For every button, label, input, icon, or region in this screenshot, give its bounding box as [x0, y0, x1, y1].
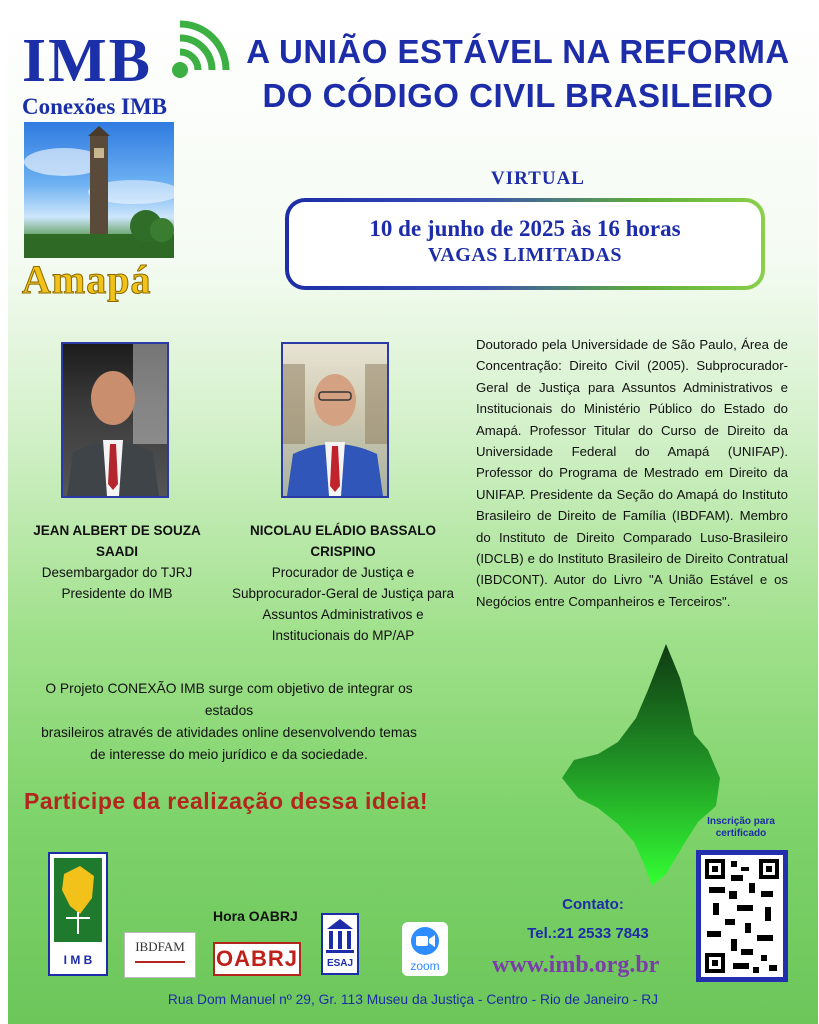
esaj-label: ESAJ: [326, 958, 354, 969]
amapa-label: Amapá: [22, 257, 152, 302]
ibdfam-underline: [135, 961, 185, 963]
title-line-2: DO CÓDIGO CIVIL BRASILEIRO: [262, 77, 774, 114]
event-date: 10 de junho de 2025 às 16 horas: [369, 216, 681, 241]
contact-website-link[interactable]: www.imb.org.br: [492, 952, 660, 978]
imb-logo-text: IMB: [22, 27, 152, 95]
speaker-2-name: NICOLAU ELÁDIO BASSALO CRISPINO: [249, 523, 436, 559]
speaker-2-photo: [281, 342, 389, 498]
speaker-2-info: [222, 520, 464, 646]
obelisk-image: [24, 122, 174, 258]
projeto-line-2: brasileiros através de atividades online desenvolvendo temas: [41, 725, 417, 740]
speaker-1-info: [14, 520, 220, 604]
esaj-logo: [321, 913, 359, 975]
wifi-signal-icon: [166, 14, 236, 84]
address-footer: Rua Dom Manuel nº 29, Gr. 113 Museu da Justiça - Centro - Rio de Janeiro - RJ: [167, 992, 659, 1007]
hora-oabrj-label: Hora OABRJ: [213, 908, 298, 924]
conexoes-label: Conexões IMB: [22, 94, 168, 119]
projeto-line-1: O Projeto CONEXÃO IMB surge com objetivo de integrar os estados: [45, 681, 413, 718]
speaker-2-role-4: Institucionais do MP/AP: [271, 628, 415, 643]
participe-slogan: Participe da realização dessa ideia!: [24, 788, 429, 814]
projeto-line-3: de interesse do meio jurídico e da sociedade.: [90, 747, 368, 762]
monument-photo: [24, 122, 174, 258]
speaker-2-role-2: Subprocurador-Geral de Justiça para: [231, 586, 455, 601]
speaker-2-portrait: [283, 344, 387, 496]
qr-code-frame[interactable]: [696, 850, 788, 982]
speaker-2-role-3: Assuntos Administrativos e: [262, 607, 424, 622]
date-box: [285, 198, 765, 290]
imb-small-label: I M B: [63, 953, 93, 967]
ibdfam-label: IBDFAM: [135, 939, 185, 954]
event-poster: [8, 8, 818, 1024]
projeto-description: [24, 678, 434, 766]
speaker-1-portrait: [63, 344, 167, 496]
speaker-2-role-1: Procurador de Justiça e: [271, 565, 415, 580]
imb-brazil-logo: [48, 852, 108, 976]
date-box-inner: [289, 202, 761, 286]
zoom-logo: [402, 922, 448, 976]
contact-phone[interactable]: Tel.:21 2533 7843: [527, 925, 649, 942]
zoom-camera-icon: [408, 926, 442, 956]
event-title: [238, 30, 798, 118]
vagas-limitadas: VAGAS LIMITADAS: [427, 244, 623, 266]
ibdfam-logo: [124, 932, 196, 978]
contact-label: Contato:: [562, 896, 624, 913]
inscricao-label: Inscrição para certificado: [707, 816, 775, 839]
event-mode: VIRTUAL: [491, 168, 585, 189]
title-line-1: A UNIÃO ESTÁVEL NA REFORMA: [246, 33, 790, 70]
speaker-1-name: JEAN ALBERT DE SOUZA SAADI: [33, 523, 201, 559]
brazil-map-scale-icon: [50, 854, 106, 950]
speaker-1-photo: [61, 342, 169, 498]
speaker-1-role-2: Presidente do IMB: [61, 586, 173, 601]
speaker-1-role-1: Desembargador do TJRJ: [41, 565, 193, 580]
zoom-label: zoom: [410, 959, 440, 973]
building-icon: [323, 915, 357, 955]
qr-code-icon: [701, 855, 783, 977]
oabrj-logo: OABRJ: [213, 942, 301, 976]
speaker-2-bio: Doutorado pela Universidade de São Paulo, Área de Concentração: Direito Civil (2005). Subprocurador-Geral de Justiça para Assuntos Administrativos e Institucionais do Ministério Público do Estado do Amapá. Professor Titular do Curso de Direito da Universidade Federal do Amapá (UNIFAP). Professor do Programa de Mestrado em Direito da UNIFAP. Presidente da Seção do Amapá do Instituto Brasileiro de Direito de Família (IBDFAM). Membro do Instituto de Direito Comparado Luso-Brasileiro (IDCLB) e do Instituto Brasileiro de Direito Contratual (IBDCONT). Autor do Livro "A União Estável e os Negócios entre Companheiros e Terceiros".: [476, 337, 788, 609]
